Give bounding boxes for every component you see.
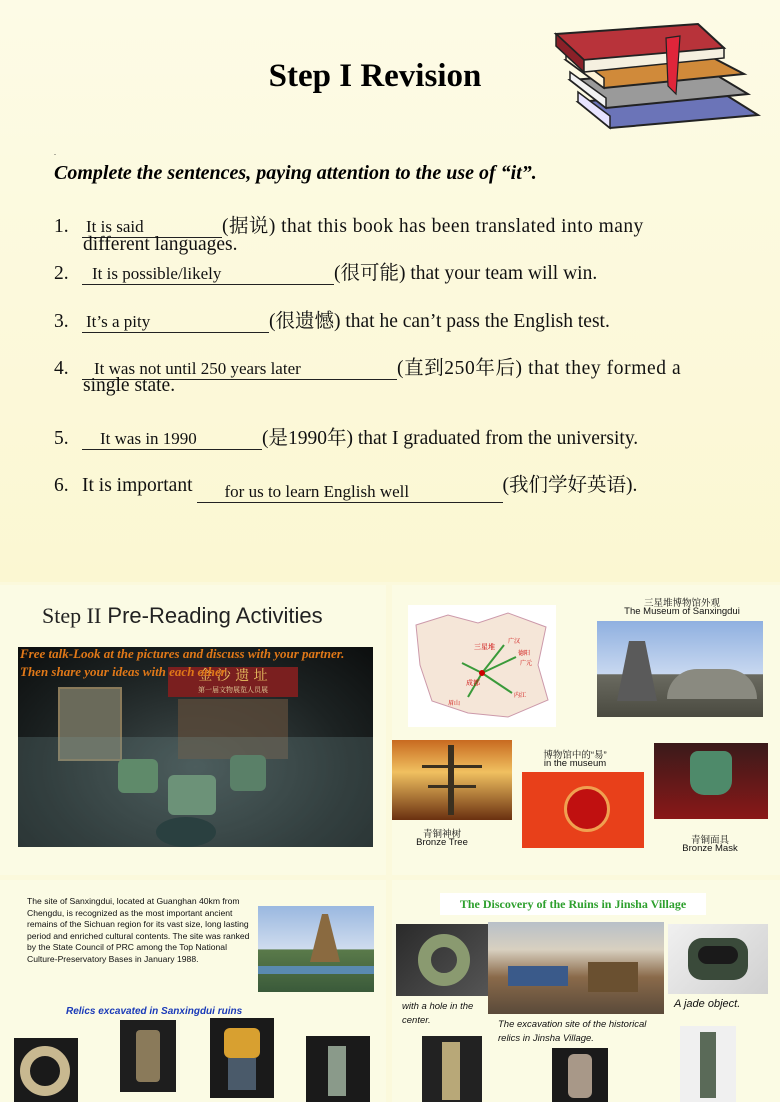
gold-mask bbox=[224, 1028, 260, 1058]
map-label: 广汉 bbox=[508, 638, 521, 645]
banner-text: 金 沙 遗 址 bbox=[198, 668, 268, 684]
sanxingdui-text-slide bbox=[0, 880, 386, 1102]
map-icon bbox=[408, 605, 556, 727]
item-number: 1. bbox=[54, 216, 69, 237]
item-number: 5. bbox=[54, 428, 69, 449]
site-tower bbox=[310, 914, 340, 962]
museum-caption-cn: 三星堆博物馆外观 bbox=[643, 598, 720, 609]
pedestal bbox=[156, 817, 216, 847]
jade-caption: A jade object. bbox=[674, 998, 741, 1010]
yi-medallion bbox=[564, 786, 610, 832]
sentence-start: It is important bbox=[82, 475, 193, 496]
figure-shape bbox=[136, 1030, 160, 1082]
bronze-head bbox=[118, 759, 158, 793]
sentence-5 bbox=[54, 422, 638, 450]
answer-blank[interactable]: It is possible/likely bbox=[82, 264, 334, 285]
dot-mark: . bbox=[54, 148, 56, 157]
sanxingdui-images-slide bbox=[392, 585, 780, 875]
sentence-1-continued: different languages. bbox=[83, 234, 238, 255]
banner-subtext: 第一届文物展览人员展 bbox=[198, 686, 268, 694]
excavation-caption: The excavation site of the historical relics in Jinsha Village. bbox=[498, 1019, 647, 1044]
museum-tower bbox=[617, 641, 657, 701]
jade-ring-photo bbox=[14, 1038, 78, 1102]
item-number: 3. bbox=[54, 311, 69, 332]
map-label: 内江 bbox=[514, 692, 527, 699]
map-label: 广元 bbox=[520, 660, 533, 667]
jade-ring bbox=[20, 1046, 70, 1096]
jade-blade-photo bbox=[422, 1036, 482, 1102]
map-label: 成都 bbox=[466, 679, 480, 687]
item-number: 6. bbox=[54, 475, 69, 496]
sentence-rest: (是1990年) that I graduated from the university. bbox=[262, 428, 639, 449]
jinsha-title: The Discovery of the Ruins in Jinsha Village bbox=[440, 893, 706, 915]
bronze-head bbox=[230, 755, 266, 791]
museum-building bbox=[667, 669, 757, 699]
mask-caption-cn: 青铜面具 bbox=[690, 835, 729, 846]
river bbox=[258, 966, 374, 974]
bronze-mask-photo bbox=[654, 743, 768, 819]
slide-title: Step I Revision bbox=[268, 58, 482, 94]
museum-photo bbox=[597, 621, 763, 717]
hole-caption: with a hole in the center. bbox=[402, 1001, 474, 1026]
bronze-figure-photo bbox=[120, 1020, 176, 1092]
free-talk-overlay: Free talk-Look at the pictures and discuss with your partner. Then share your ideas with each other bbox=[20, 646, 345, 679]
tree-branch bbox=[428, 785, 476, 788]
title-text: Pre-Reading Activities bbox=[107, 603, 323, 628]
slide-title bbox=[42, 603, 323, 629]
item-number: 4. bbox=[54, 358, 69, 379]
dig-pit bbox=[588, 962, 638, 992]
sentence-rest: (很可能) that your team will win. bbox=[334, 263, 598, 284]
vessel-shape bbox=[328, 1046, 346, 1096]
sentence-rest: (我们学好英语). bbox=[502, 475, 638, 496]
instruction: Complete the sentences, paying attention to the use of “it”. bbox=[54, 162, 537, 184]
item-number: 2. bbox=[54, 263, 69, 284]
blue-tarp bbox=[508, 966, 568, 986]
sentence-3 bbox=[54, 305, 610, 333]
jade-blade bbox=[442, 1042, 460, 1100]
head-shape bbox=[228, 1058, 256, 1090]
excavation-photo bbox=[488, 922, 664, 1014]
relics-heading: Relics excavated in Sanxingdui ruins bbox=[66, 1006, 243, 1017]
answer-blank[interactable]: It was in 1990 bbox=[82, 429, 262, 450]
yi-symbol-photo bbox=[522, 772, 644, 848]
books-icon bbox=[548, 20, 770, 132]
museum-caption-en: The Museum of Sanxingdui bbox=[624, 606, 740, 617]
jinsha-slide bbox=[392, 880, 780, 1102]
sentence-rest: (据说) that this book has been translated into many bbox=[222, 216, 644, 237]
sentence-4-continued: single state. bbox=[83, 375, 176, 396]
answer-blank[interactable]: It was not until 250 years later bbox=[82, 359, 397, 380]
answer-blank[interactable]: It is said bbox=[82, 217, 222, 238]
jade-disc bbox=[418, 934, 470, 986]
gold-mask-photo bbox=[210, 1018, 274, 1098]
answer-blank[interactable]: It’s a pity bbox=[82, 312, 269, 333]
mask-shape bbox=[690, 751, 732, 795]
sentence-6 bbox=[54, 469, 638, 501]
map-label: 眉山 bbox=[448, 700, 461, 707]
sentence-rest: (直到250年后) that they formed a bbox=[397, 358, 682, 379]
bronze-head bbox=[168, 775, 216, 815]
jade-object-photo bbox=[668, 924, 768, 994]
tree-branch bbox=[422, 765, 482, 768]
bronze-tree-photo bbox=[392, 740, 512, 820]
site-photo bbox=[258, 906, 374, 992]
map-label: 德阳 bbox=[518, 650, 531, 657]
mask-caption-en: Bronze Mask bbox=[682, 843, 738, 854]
bronze-statue bbox=[700, 1032, 716, 1098]
site-description: The site of Sanxingdui, located at Guanghan 40km from Chengdu, is recognized as the most important ancient remains of the Sichuan region for its vast size, long lasting period and enriched cultural contents. The site was ranked by the State Council of PRC among the Top National Culture-Preservatory Bases in January 1988. bbox=[27, 896, 250, 964]
yi-caption-cn: 博物馆中的“易” bbox=[543, 750, 607, 761]
stone-figure-photo bbox=[552, 1048, 608, 1102]
bronze-statue-photo bbox=[680, 1026, 736, 1102]
answer-blank[interactable]: for us to learn English well bbox=[197, 482, 503, 503]
bronze-vessel-photo bbox=[306, 1036, 370, 1102]
sentence-rest: (很遗憾) that he can’t pass the English test. bbox=[269, 311, 610, 332]
map-label: 三星堆 bbox=[474, 643, 495, 651]
bracelet-hole bbox=[698, 946, 738, 964]
title-step: Step II bbox=[42, 603, 102, 628]
yi-caption-en: in the museum bbox=[543, 758, 607, 769]
tree-trunk bbox=[448, 745, 454, 815]
stone-figure bbox=[568, 1054, 592, 1098]
tree-caption-cn: 青铜神树 bbox=[422, 829, 461, 840]
pre-reading-slide bbox=[0, 585, 386, 875]
tree-caption-en: Bronze Tree bbox=[416, 837, 468, 848]
sentence-2 bbox=[54, 257, 597, 285]
jade-disc-photo bbox=[396, 924, 488, 996]
